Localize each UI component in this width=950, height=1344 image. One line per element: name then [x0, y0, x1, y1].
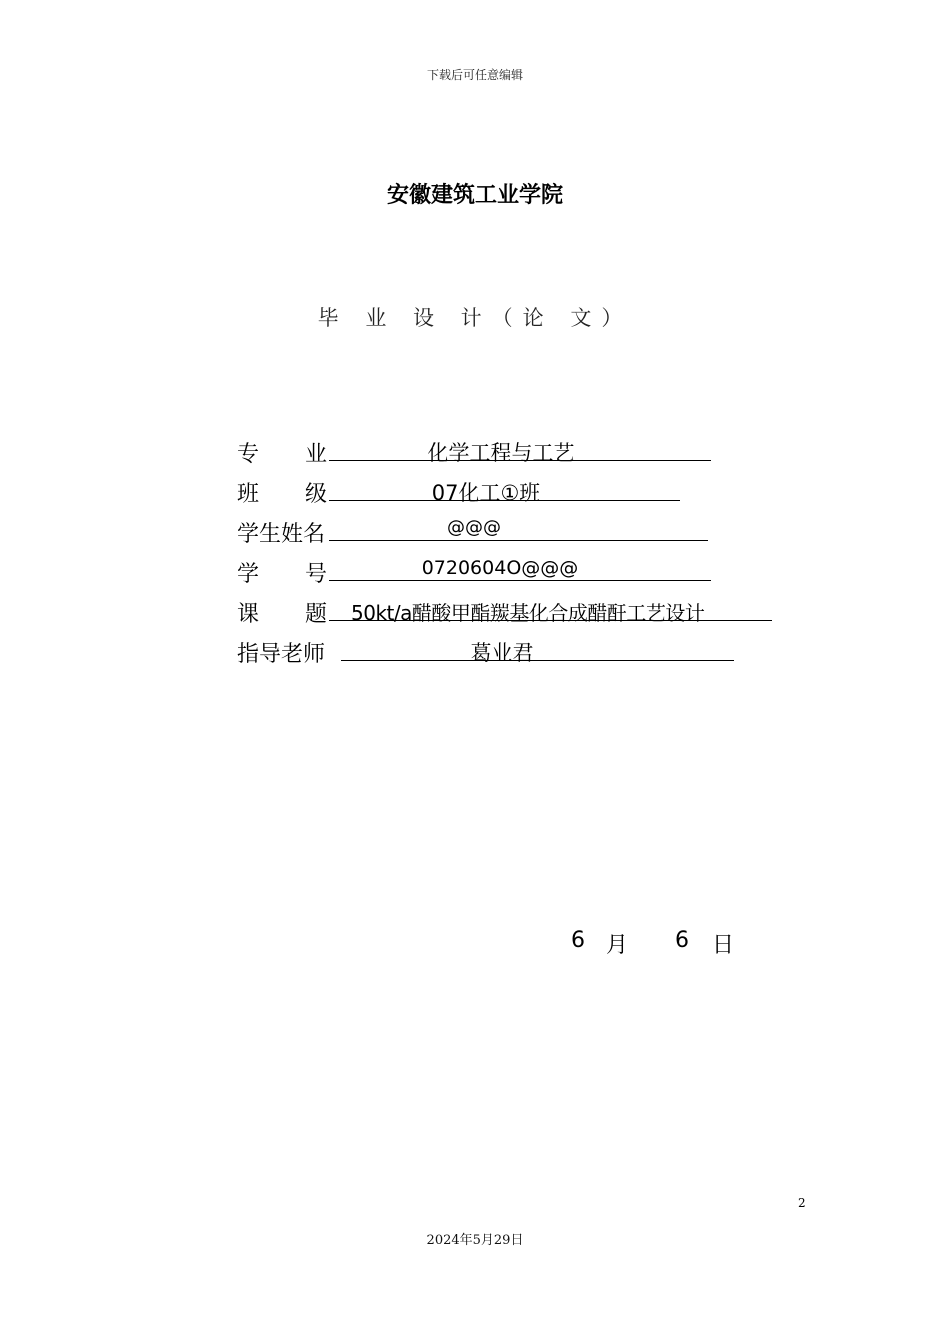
major-value: 化学工程与工艺 — [427, 441, 575, 465]
student-id-label-char-2: 号 — [305, 562, 328, 587]
class-label-char-1: 班 — [237, 482, 260, 507]
date-day-number: 6 — [675, 928, 689, 953]
class-label-char-2: 级 — [305, 482, 328, 507]
advisor-value: 葛业君 — [470, 641, 534, 665]
student-id-value: 0720604O@@@ — [421, 557, 579, 579]
topic-label-char-1: 课 — [237, 602, 260, 627]
class-value: 07化工①班 — [431, 481, 541, 505]
date-month-label: 月 — [606, 933, 629, 958]
student-name-label: 学生姓名 — [237, 522, 326, 547]
topic-field — [329, 594, 772, 625]
major-label-char-2: 业 — [305, 442, 328, 467]
page-number: 2 — [798, 1196, 806, 1210]
header-note: 下载后可任意编辑 — [426, 68, 523, 82]
advisor-field — [341, 634, 734, 665]
student-id-field — [329, 554, 711, 581]
date-day-label: 日 — [712, 933, 735, 958]
student-id-label-char-1: 学 — [237, 562, 260, 587]
student-name-value: @@@ — [447, 517, 501, 538]
student-name-field — [329, 514, 708, 541]
topic-label-char-2: 题 — [305, 602, 328, 627]
major-label-char-1: 专 — [237, 442, 260, 467]
school-name: 安徽建筑工业学院 — [386, 183, 563, 208]
class-field — [329, 474, 680, 505]
footer-date: 2024年5月29日 — [426, 1233, 524, 1248]
major-field — [329, 434, 711, 465]
document-type: 毕 业 设 计（论 文） — [317, 306, 633, 330]
advisor-label: 指导老师 — [237, 642, 326, 667]
topic-value: 50kt/a醋酸甲酯羰基化合成醋酐工艺设计 — [351, 601, 705, 625]
date-month-number: 6 — [571, 928, 585, 953]
